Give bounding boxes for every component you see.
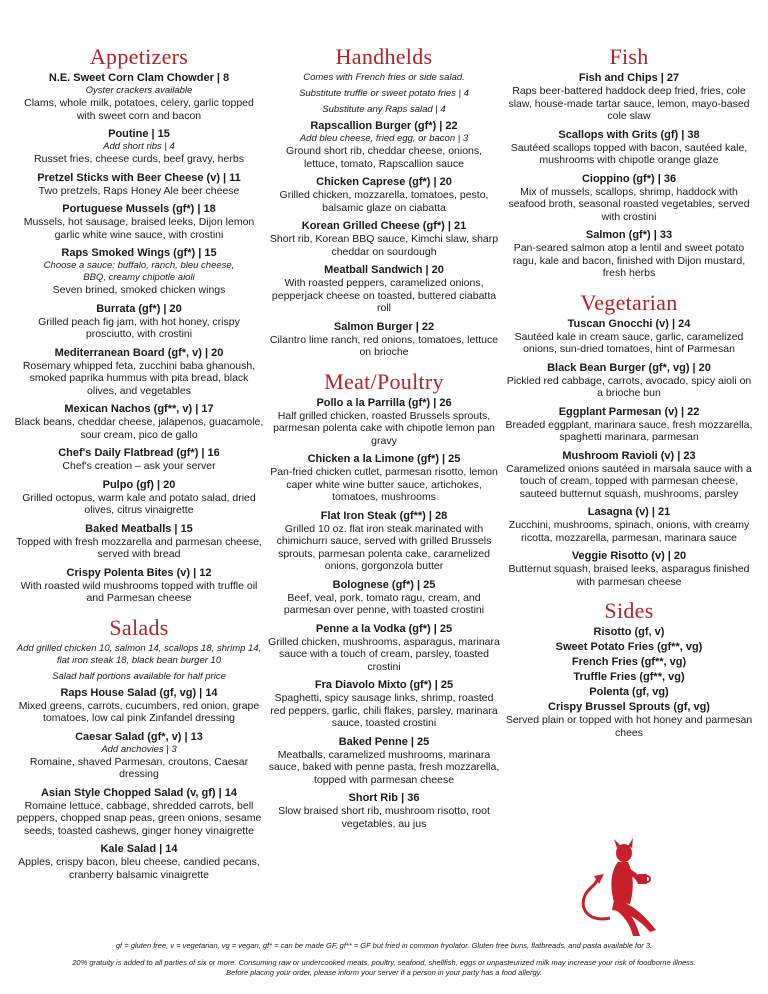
menu-item [268,321,500,359]
menu-item-description: Mix of mussels, scallops, shrimp, haddock with seafood broth, seasonal roasted vegetables, served with crostini [508,185,750,223]
menu-item [14,247,264,297]
menu-item [268,453,500,504]
menu-item-name: Mediterranean Board (gf*, v) | 20 [54,346,224,359]
menu-item [14,72,264,122]
menu-item-name: Crispy Brussel Sprouts (gf, vg) [548,701,710,713]
menu-item [268,220,500,258]
menu-item [14,303,264,341]
menu-item-name: Korean Grilled Cheese (gf*) | 21 [301,220,467,232]
section-title: Fish [609,44,649,69]
menu-item-description: Pickled red cabbage, carrots, avocado, spicy aioli on a brioche bun [506,374,752,399]
section-vegetarian [504,290,754,589]
menu-item [504,362,754,400]
menu-item-name: Raps House Salad (gf, vg) | 14 [60,686,218,699]
menu-item-name: Meatball Sandwich | 20 [324,264,444,276]
menu-item-name: Salmon (gf*) | 33 [585,229,673,241]
section-salads [14,615,264,882]
menu-item-name: Salmon Burger | 22 [333,320,435,333]
section-title: Handhelds [335,44,433,69]
menu-item-name: Crispy Polenta Bites (v) | 12 [66,566,212,579]
menu-item [268,176,500,214]
menu-item-description: With roasted wild mushrooms topped with truffle oil and Parmesan cheese [20,579,258,604]
menu-item-description: Grilled chicken, mushrooms, asparagus, marinara sauce with a touch of cream, parsley, toasted crostini [268,635,500,673]
menu-item [14,787,264,838]
menu-item-description: Ground short rib, cheddar cheese, onions, lettuce, tomato, Rapscallion sauce [285,145,483,170]
section-title: Salads [109,614,169,640]
menu-item-description: Zucchini, mushrooms, spinach, onions, with creamy ricotta, mozzarella, parmesan, marinara sauce [508,519,750,544]
menu-item-name: Veggie Risotto (v) | 20 [571,550,687,562]
menu-item-name: Penne a la Vodka (gf*) | 25 [315,622,453,635]
menu-item-description: Two pretzels, Raps Honey Ale beer cheese [38,184,240,197]
menu-item-name: Chicken Caprese (gf*) | 20 [316,176,452,188]
menu-item [14,567,264,605]
section-appetizers [14,44,264,605]
menu-item-name: Pretzel Sticks with Beer Cheese (v) | 11 [37,171,241,184]
menu-item-name: Baked Meatballs | 15 [85,522,193,535]
menu-item [268,397,500,448]
menu-item-name: Risotto (gf, v) [593,626,665,638]
section-note: Add grilled chicken 10, salmon 14, scallops 18, shrimp 14, flat iron steak 18, black bean burger 10 [16,642,262,666]
menu-item [14,843,264,881]
menu-item-description: Chef's creation – ask your server [62,460,216,472]
menu-item [268,510,500,573]
menu-item-name: Caesar Salad (gf*, v) | 13 [75,730,203,743]
menu-item-name: Raps Smoked Wings (gf*) | 15 [61,247,217,259]
menu-item [504,626,754,639]
menu-item-description: Rosemary whipped feta, zucchini baba ghanoush, smoked paprika hummus with pita bread, black olives, and vegetables [22,359,256,397]
menu-item [14,203,264,241]
menu-item-name: Eggplant Parmesan (v) | 22 [558,405,700,418]
gratuity-line: 20% gratuity is added to all parties of six or more. Consuming raw or undercooked meats, poultry, seafood, shellfish, eggs or unpasteurized milk may increase your risk of foodborne illness. [72,958,696,967]
menu-item-description: Served plain or topped with hot honey and parmesan chees [505,714,753,739]
dietary-legend: gf = gluten free, v = vegetarian, vg = vegan, gf* = can be made GF, gf** = GF but fried in common fryolator. Gluten free buns, flatbreads, and pasta available for 3. [115,941,653,950]
menu-item-description: Grilled chicken, mozzarella, tomatoes, pesto, balsamic glaze on ciabatta [279,189,489,214]
menu-item [504,506,754,544]
menu-item [504,701,754,739]
menu-item-name: Black Bean Burger (gf*, vg) | 20 [547,361,711,374]
menu-item-name: Portuguese Mussels (gf*) | 18 [62,203,216,215]
menu-item-description: Half grilled chicken, roasted Brussels sprouts, parmesan polenta cake with chipotle lemon pan gravy [273,409,495,447]
menu-item-description: Grilled 10 oz. flat iron steak marinated with chimichurri sauce, served with grilled Brussels sprouts, parmesan polenta cake, caramelized onions, gorgonzola butter [276,522,492,572]
menu-item-note: BBQ, creamy chipotle aioli [83,272,195,283]
menu-item [504,173,754,224]
menu-item-description: Topped with fresh mozzarella and parmesan cheese, served with bread [16,535,262,560]
menu-item-description: Mixed greens, carrots, cucumbers, red onion, grape tomatoes, low cal pink Zinfandel dressing [18,699,260,724]
section-note: Comes with French fries or side salad. [303,72,465,83]
menu-item-name: Chicken a la Limone (gf*) | 25 [307,453,461,465]
allergy-line: Before placing your order, please inform your server if a person in your party has a food allergy. [226,967,542,977]
menu-item-name: Pulpo (gf) | 20 [102,478,176,491]
menu-item-name: Polenta (gf, vg) [589,686,669,698]
menu-item-description: Romaine lettuce, cabbage, shredded carrots, bell peppers, chopped snap peas, green onions, sesame seeds, toasted cashews, ginger honey vinaigrette [16,799,262,837]
menu-item-description: Slow braised short rib, mushroom risotto, root vegetables, au jus [278,805,490,830]
menu-item [504,550,754,588]
menu-item-name: Scallops with Grits (gf) | 38 [558,128,700,141]
menu-item-name: Mushroom Ravioli (v) | 23 [562,449,696,462]
menu-item-name: Bolognese (gf*) | 25 [332,578,436,591]
menu-item-description: Apples, crispy bacon, bleu cheese, candied pecans, cranberry balsamic vinaigrette [18,856,260,881]
menu-item-description: Clams, whole milk, potatoes, celery, garlic topped with sweet corn and bacon [24,97,254,122]
menu-item-note: Add anchovies | 3 [101,743,177,755]
menu-item-description: Romaine, shaved Parmesan, croutons, Caesar dressing [29,755,249,780]
menu-column-left [14,44,264,887]
menu-item-note: Add bleu cheese, fried egg, or bacon | 3 [299,133,469,144]
menu-item [504,671,754,684]
menu-item-description: Russet fries, cheese curds, beef gravy, herbs [34,153,244,165]
menu-item [14,687,264,725]
menu-item-name: N.E. Sweet Corn Clam Chowder | 8 [48,72,230,84]
menu-item-name: Flat Iron Steak (gf**) | 28 [320,509,448,522]
menu-item-description: Sautéed kale in cream sauce, garlic, caramelized onions, sun-dried tomatoes, hint of Parmesan [514,330,744,355]
menu-item-name: Asian Style Chopped Salad (v, gf) | 14 [40,786,238,799]
menu-item [504,318,754,356]
menu-item [504,656,754,669]
menu-item-note: Add short ribs | 4 [103,141,175,152]
menu-item [268,623,500,674]
section-title: Appetizers [89,44,189,69]
menu-item-name: Poutine | 15 [108,128,170,140]
menu-item-description: Cilantro lime ranch, red onions, tomatoes, lettuce on brioche [269,333,499,358]
menu-item [14,523,264,561]
menu-item-note: Choose a sauce: buffalo, ranch, bleu cheese, [43,260,235,271]
menu-item-description: Beef, veal, pork, tomato ragu, cream, and parmesan over penne, with toasted crostini [283,591,485,616]
section-note: Substitute truffle or sweet potato fries | 4 [299,88,469,99]
menu-item-description: Spaghetti, spicy sausage links, shrimp, roasted red peppers, garlic, chili flakes, parsley, marinara sauce, toasted crostini [270,692,498,729]
menu-item [504,641,754,654]
menu-item-name: Pollo a la Parrilla (gf*) | 26 [316,396,452,409]
section-title: Sides [604,598,654,623]
menu-item [504,72,754,123]
menu-item-description: Butternut squash, braised leeks, asparagus finished with parmesan cheese [508,563,750,588]
menu-item-description: Grilled octopus, warm kale and potato salad, dried olives, citrus vinaigrette [22,491,256,516]
menu-item-description: Pan-seared salmon atop a lentil and sweet potato ragu, kale and bacon, finished with Dijon mustard, fresh herbs [512,242,746,279]
gratuity-disclaimer [20,958,748,977]
menu-item [504,406,754,444]
menu-item-description: Meatballs, caramelized mushrooms, marinara sauce, baked with penne pasta, fresh mozzarella, topped with parmesan cheese [268,748,500,786]
menu-item-name: Rapscallion Burger (gf*) | 22 [310,120,458,132]
menu-column-center [268,44,500,836]
menu-item-name: Fra Diavolo Mixto (gf*) | 25 [314,679,454,691]
section-meat-poultry [268,369,500,831]
menu-item-description: Raps beer-battered haddock deep fried, fries, cole slaw, house-made tartar sauce, lemon, mayo-based cole slaw [508,85,750,122]
menu-item [14,731,264,781]
menu-item [268,679,500,730]
menu-item [268,120,500,170]
menu-item-name: Chef's Daily Flatbread (gf*) | 16 [58,447,220,459]
menu-item-description: Sautéed scallops topped with bacon, sautéed kale, mushrooms with chipotle orange glaze [510,141,748,166]
menu-item [268,579,500,617]
menu-item [14,172,264,198]
menu-item-description: Seven brined, smoked chicken wings [52,284,226,296]
menu-item [504,686,754,699]
section-handhelds [268,44,500,359]
menu-item [14,128,264,166]
menu-item-note: Oyster crackers available [85,85,193,96]
menu-item [14,347,264,398]
menu-item [268,792,500,830]
section-fish [504,44,754,280]
menu-item-name: French Fries (gf**, vg) [571,656,687,668]
menu-item-description: Breaded eggplant, marinara sauce, fresh mozzarella, spaghetti marinara, parmesan [505,418,753,443]
devil-icon [570,838,680,940]
menu-item-name: Short Rib | 36 [348,792,420,804]
menu-item-description: Mussels, hot sausage, braised leeks, Dijon lemon garlic white wine sauce, with crostini [23,216,255,241]
menu-column-right [504,44,754,741]
menu-item [504,229,754,280]
section-note: Substitute any Raps salad | 4 [322,104,446,115]
menu-item [268,264,500,315]
section-sides [504,598,754,739]
section-title: Meat/Poultry [324,368,444,394]
menu-item-name: Truffle Fries (gf**, vg) [573,671,685,683]
menu-item-name: Sweet Potato Fries (gf**, vg) [555,641,703,653]
menu-item-description: Grilled peach fig jam, with hot honey, crispy prosciutto, with crostini [38,315,240,340]
menu-item-name: Kale Salad | 14 [100,843,178,855]
menu-item [14,447,264,473]
menu-item-description: With roasted peppers, caramelized onions, pepperjack cheese on toasted, buttered ciabatta roll [271,277,497,314]
menu-item-description: Caramelized onions sautéed in marsala sauce with a touch of cream, topped with parmesan cheese, sauteed butternut squash, mushrooms, parsley [506,462,752,500]
menu-item [268,736,500,787]
menu-item-name: Baked Penne | 25 [338,735,430,748]
menu-item [14,479,264,517]
menu-item-name: Lasagna (v) | 21 [587,506,671,518]
menu-item-name: Mexican Nachos (gf**, v) | 17 [64,403,214,415]
menu-item [504,450,754,501]
menu-item-description: Short rib, Korean BBQ sauce, Kimchi slaw, sharp cheddar on sourdough [269,233,499,258]
section-note: Salad half portions available for half price [52,670,226,682]
menu-item-name: Cioppino (gf*) | 36 [581,172,677,185]
section-title: Vegetarian [580,289,678,315]
menu-item-description: Pan-fried chicken cutlet, parmesan risotto, lemon caper white wine butter sauce, artichokes, tomatoes, mushrooms [270,466,498,503]
menu-item [14,403,264,441]
menu-item-name: Tuscan Gnocchi (v) | 24 [567,317,691,330]
menu-item-description: Black beans, cheddar cheese, jalapenos, guacamole, sour cream, pico de gallo [14,416,264,441]
menu-item-name: Burrata (gf*) | 20 [96,302,182,315]
menu-item-name: Fish and Chips | 27 [578,72,680,84]
menu-item [504,129,754,167]
